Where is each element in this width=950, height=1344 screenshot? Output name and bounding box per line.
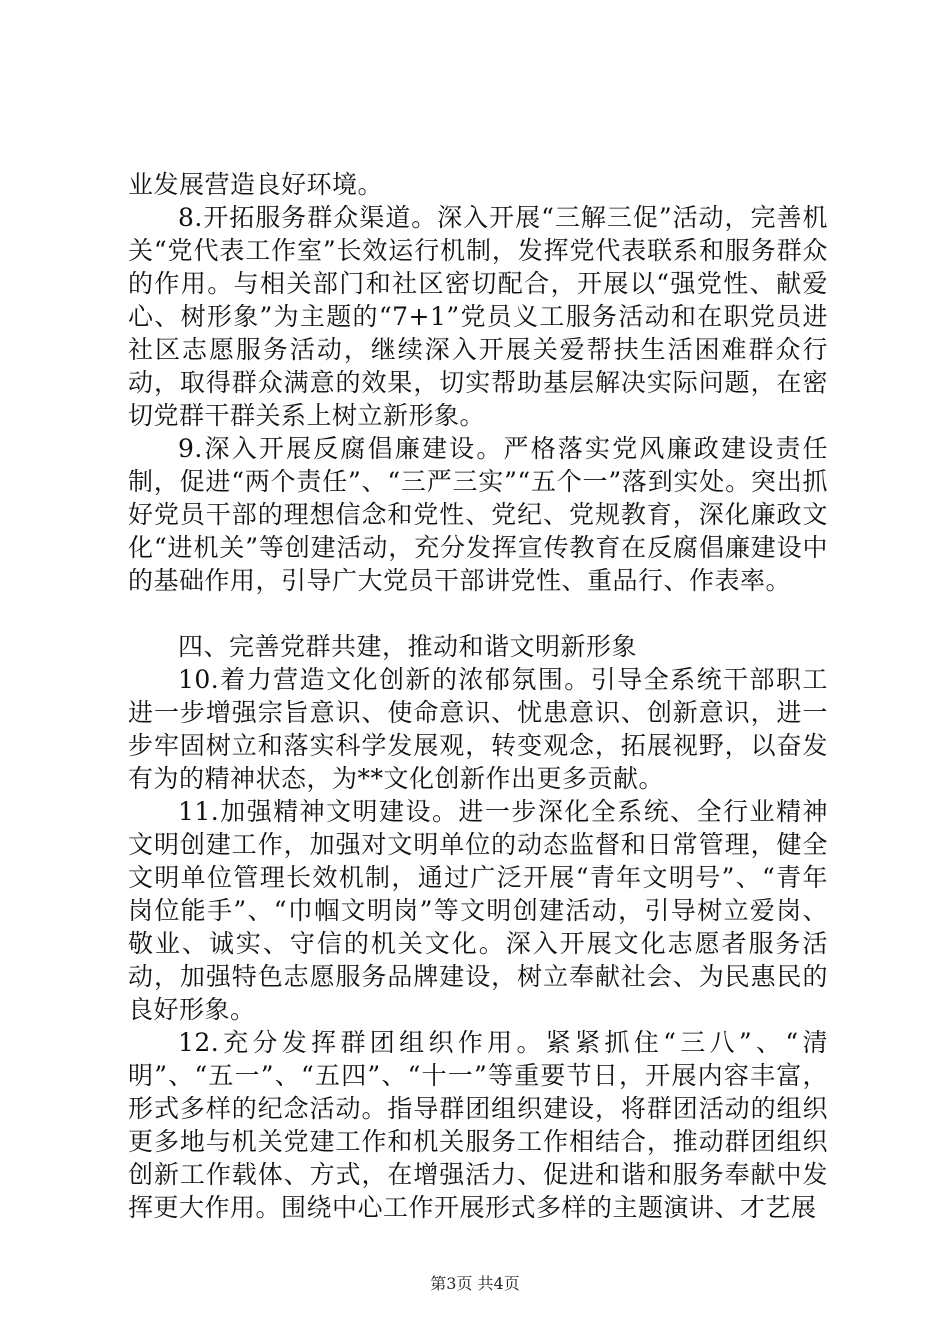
paragraph-item-8: 8.开拓服务群众渠道。深入开展“三解三促”活动，完善机关“党代表工作室”长效运行机制，发挥党代表联系和服务群众的作用。与相关部门和社区密切配合，开展以“强党性、献爱心、树形象”为主题的“7+1”党员义工服务活动和在职党员进社区志愿服务活动，继续深入开展关爱帮扶生活困难群众行动，取得群众满意的效果，切实帮助基层解决实际问题，在密切党群干群关系上树立新形象。 [128,203,828,430]
section-heading-4: 四、完善党群共建，推动和谐文明新形象 [178,632,638,661]
paragraph-item-10: 10.着力营造文化创新的浓郁氛围。引导全系统干部职工进一步增强宗旨意识、使命意识、忧患意识、创新意识，进一步牢固树立和落实科学发展观，转变观念，拓展视野，以奋发有为的精神状态，为**文化创新作出更多贡献。 [128,665,828,793]
paragraph-item-9: 9.深入开展反腐倡廉建设。严格落实党风廉政建设责任制，促进“两个责任”、“三严三实”“五个一”落到实处。突出抓好党员干部的理想信念和党性、党纪、党规教育，深化廉政文化“进机关”等创建活动，充分发挥宣传教育在反腐倡廉建设中的基础作用，引导广大党员干部讲党性、重品行、作表率。 [128,434,828,595]
document-body [128,168,828,1224]
paragraph-item-11: 11.加强精神文明建设。进一步深化全系统、全行业精神文明创建工作，加强对文明单位的动态监督和日常管理，健全文明单位管理长效机制，通过广泛开展“青年文明号”、“青年岗位能手”、“巾帼文明岗”等文明创建活动，引导树立爱岗、敬业、诚实、守信的机关文化。深入开展文化志愿者服务活动，加强特色志愿服务品牌建设，树立奉献社会、为民惠民的良好形象。 [128,797,828,1024]
paragraph-item-12: 12.充分发挥群团组织作用。紧紧抓住“三八”、“清明”、“五一”、“五四”、“十一”等重要节日，开展内容丰富，形式多样的纪念活动。指导群团组织建设，将群团活动的组织更多地与机关党建工作和机关服务工作相结合，推动群团组织创新工作载体、方式，在增强活力、促进和谐和服务奉献中发挥更大作用。围绕中心工作开展形式多样的主题演讲、才艺展 [128,1028,828,1222]
page-number-footer: 第3页 共4页 [430,1274,520,1293]
paragraph-continuation: 业发展营造良好环境。 [128,170,384,199]
